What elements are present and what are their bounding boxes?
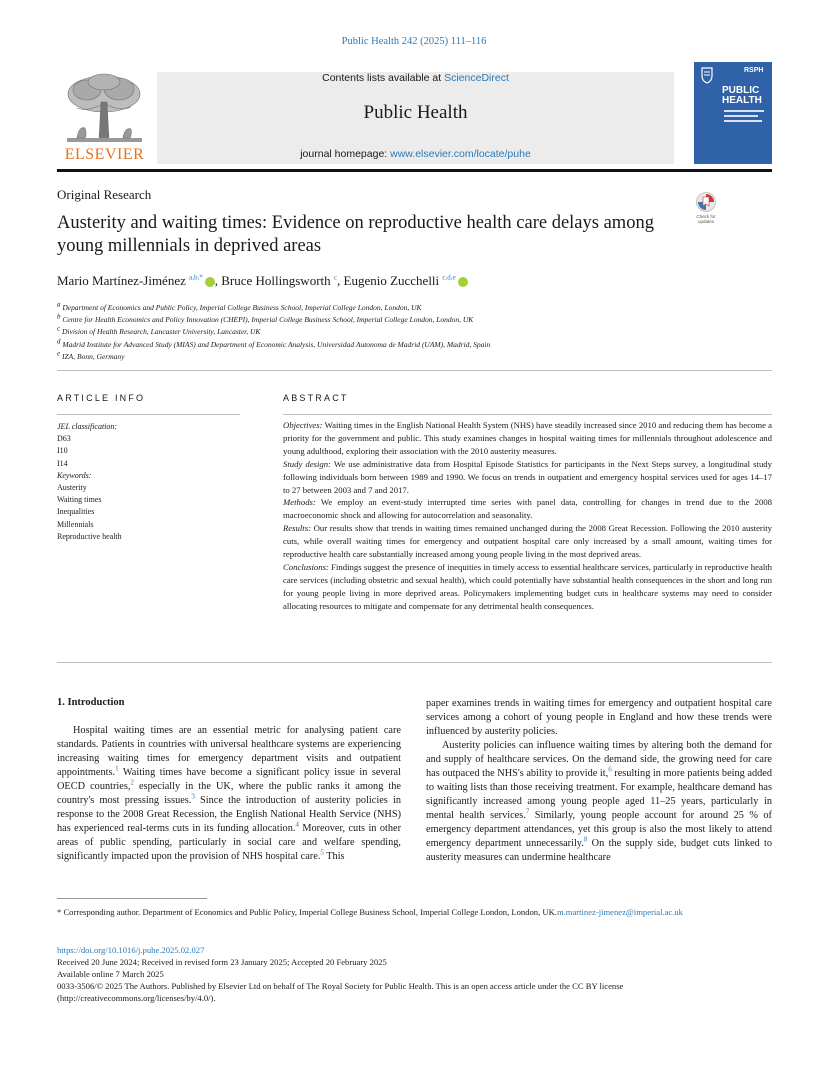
jel-code: I14: [57, 458, 68, 468]
cover-title-line-2: HEALTH: [722, 95, 762, 106]
abstract-section-text: Our results show that trends in waiting times remained unchanged during the 2008 Great Recession. Following the 2010 austerity cuts, while overall waiting times for emergency and outpatient hospital care only increased by a small amount, waiting times for reproductive health care substantially increased among young people living in the most deprived areas.: [283, 523, 773, 560]
article-title: Austerity and waiting times: Evidence on reproductive health care delays among young millennials in deprived areas: [57, 213, 654, 256]
abstract-heading: ABSTRACT: [283, 393, 349, 403]
abstract-body: [283, 419, 772, 613]
reference-link[interactable]: 6: [608, 765, 612, 774]
jel-code: D63: [57, 434, 71, 444]
body-paragraph: paper examines trends in waiting times for emergency and outpatient hospital care services among a cohort of young people in England and how these trends were influenced by austerity policies.: [426, 698, 772, 737]
keywords-label: Keywords:: [57, 470, 92, 480]
abstract-section: [283, 419, 772, 458]
abstract-section-text: We use administrative data from Hospital Episode Statistics for participants in the Next Steps survey, a longitudinal study following individuals born between 1989 and 1990. We focus on trends in outpatient and emergency hospital services used for ages 14–17 to 27 between 2003 and 7 and 2017.: [283, 458, 772, 495]
abstract-section: [283, 561, 772, 613]
orcid-icon[interactable]: [205, 277, 215, 287]
cover-title: [722, 86, 762, 106]
footnote-mark: *: [57, 907, 62, 917]
orcid-icon[interactable]: [458, 277, 468, 287]
abstract-section: [283, 458, 772, 497]
journal-cover-image[interactable]: [694, 62, 772, 164]
abstract-section-label: Study design:: [283, 458, 331, 469]
footnote-text: Corresponding author. Department of Economics and Public Policy, Imperial College Business School, Imperial College London, London, UK.: [63, 907, 557, 917]
header-divider: [57, 169, 772, 172]
section-divider: [57, 370, 772, 371]
crossmark-icon: [692, 191, 720, 213]
reference-link[interactable]: 2: [130, 778, 134, 787]
reference-link[interactable]: 7: [525, 807, 530, 816]
reference-link[interactable]: 5: [320, 848, 324, 857]
abstract-section-label: Results:: [283, 523, 311, 534]
contents-prefix: Contents lists available at: [322, 72, 445, 84]
author-affiliation-marks[interactable]: c: [333, 273, 337, 282]
cover-text-line: [724, 115, 758, 117]
abstract-section-text: Waiting times in the English National Health System (NHS) have steadily increased since 2010 and reducing them has become a priority for the government and public. This study examines changes in hospital waiting times for millennials throughout adolescence and young adulthood, exploring their association with the 2010 austerity measures.: [283, 420, 773, 456]
rsph-crest-icon: [700, 66, 714, 84]
publication-info: [57, 944, 772, 1004]
journal-name: Public Health: [363, 102, 468, 123]
abstract-section-label: Objectives:: [283, 420, 323, 430]
author-affiliation-marks[interactable]: a,b,*: [189, 273, 203, 282]
article-info-heading: ARTICLE INFO: [57, 393, 146, 403]
reference-link[interactable]: 4: [295, 820, 299, 829]
footnote-divider: [57, 898, 207, 899]
article-info-divider: [57, 414, 240, 415]
check-for-updates-label: Check for updates: [696, 214, 716, 224]
keyword: Millennials: [57, 519, 94, 529]
section-heading-introduction: 1. Introduction: [57, 697, 125, 708]
affiliation-item: c Division of Health Research, Lancaster University, Lancaster, UK: [57, 324, 261, 337]
cover-title-line-1: PUBLIC: [722, 85, 760, 96]
cover-text-line: [724, 120, 762, 122]
available-online-date: Available online 7 March 2025: [57, 969, 164, 979]
affiliation-item: d Madrid Institute for Advanced Study (MIAS) and Department of Economic Analysis, Universidad Autonoma de Madrid (UAM), Madrid, Spain: [57, 337, 491, 349]
keyword: Reproductive health: [57, 531, 122, 541]
jel-label: JEL classification:: [57, 422, 118, 431]
reference-link[interactable]: 8: [583, 835, 588, 844]
journal-homepage-line: [157, 148, 674, 160]
article-type: Original Research: [57, 187, 152, 202]
corresponding-author-footnote: [57, 906, 772, 918]
article-info-block: [57, 421, 122, 543]
author-list: Mario Martínez-Jiménez $^{a,b,*}$ , Bruce Hollingsworth $^c$, Eugenio Zucchelli $^{c,d,e}$: [57, 273, 468, 289]
body-column-right: [426, 697, 772, 865]
affiliation-item: b Centre for Health Economics and Policy Innovation (CHEPI), Imperial College Business School, Imperial College London, London, UK: [57, 312, 474, 325]
author-name[interactable]: Mario Martínez-Jiménez: [57, 273, 186, 288]
abstract-section-label: Conclusions:: [283, 561, 329, 572]
journal-citation[interactable]: Public Health 242 (2025) 111–116: [341, 36, 487, 47]
body-paragraph: Austerity policies can influence waiting times by altering both the demand for and supply of healthcare services. On the demand side, the growing need for care has outpaced the NHS's ability to provide it,$^6$ resulting in more patients being added to waiting lists than those receiving treatment. For example, healthcare demand has significantly increased among young people aged 11–25 years, particularly in mental health services.$^7$ Similarly, young people account for around 25 % of emergency department attendances, yet this group is also the most likely to attend emergency department unnecessarily.$^8$ On the supply side, budget cuts linked to austerity measures can undermine healthcare: [426, 740, 773, 863]
homepage-prefix: journal homepage:: [300, 148, 391, 160]
abstract-section: [283, 522, 772, 561]
elsevier-logo-text: ELSEVIER: [64, 146, 145, 163]
abstract-divider: [283, 414, 772, 415]
jel-code: I10: [57, 446, 68, 456]
keyword: Austerity: [57, 483, 87, 493]
abstract-section-text: We employ an event-study interrupted time series with panel data, controlling for changes in trend due to the 2008 macroeconomic shock and allowing for autocorrelation and seasonality.: [283, 497, 773, 521]
author-email-link[interactable]: m.martinez-jimenez@imperial.ac.uk: [556, 907, 683, 917]
received-dates: Received 20 June 2024; Received in revised form 23 January 2025; Accepted 20 February 2025: [57, 957, 387, 967]
cover-text-line: [724, 110, 764, 112]
keyword: Waiting times: [57, 495, 102, 505]
body-paragraph: Hospital waiting times are an essential metric for analysing patient care standards. Patients in countries with universal healthcare systems are experiencing increasing waiting times for emergency department visits and outpatient appointments.$^1$ Waiting times have become a significant policy issue in several OECD countries,$^2$ especially in the UK, where the public ranks it among the country's most pressing issues.$^3$ Since the introduction of austerity policies in response to the 2008 Great Recession, the English National Health Service (NHS) has experienced real-terms cuts in its funding allocation.$^4$ Moreover, cuts in other areas of public spending, particularly in social care and welfare spending, significantly impacted upon the provision of NHS hospital care.$^5$ This: [57, 725, 401, 862]
body-column-left: [57, 724, 401, 864]
reference-link[interactable]: 3: [191, 792, 195, 801]
affiliation-item: e IZA, Bonn, Germany: [57, 349, 125, 361]
cover-rsph-badge: RSPH: [744, 67, 764, 74]
license-statement: 0033-3506/© 2025 The Authors. Published by Elsevier Ltd on behalf of The Royal Society for Public Health. This is an open access article under the CC BY license (http://creativecommons.org/licenses/by/4.0/).: [57, 981, 624, 1003]
author-name[interactable]: Eugenio Zucchelli: [343, 273, 440, 288]
affiliation-item: a Department of Economics and Public Policy, Imperial College Business School, Imperial College London, London, UK: [57, 300, 422, 312]
keyword: Inequalities: [57, 507, 95, 517]
contents-line: [157, 72, 674, 84]
author-affiliation-marks[interactable]: c,d,e: [442, 273, 456, 282]
author-name[interactable]: Bruce Hollingsworth: [221, 273, 331, 288]
abstract-section-label: Methods:: [283, 497, 316, 508]
journal-homepage-link[interactable]: www.elsevier.com/locate/puhe: [390, 148, 531, 160]
sciencedirect-link[interactable]: ScienceDirect: [444, 72, 509, 84]
body-divider: [57, 662, 772, 663]
abstract-section-text: Findings suggest the presence of inequities in timely access to essential healthcare services, particularly in reproductive health care services (including obstetric and sexual health), which could potentially have substantial health consequences in the short and long run for young people living in more deprived areas. Policymakers implementing budget cuts in healthcare systems may need to consider allocating resources to mitigate and compensate for any detrimental health consequences.: [283, 561, 773, 611]
affiliations: [57, 302, 490, 363]
doi-link[interactable]: https://doi.org/10.1016/j.puhe.2025.02.027: [57, 945, 205, 955]
abstract-section: [283, 496, 772, 522]
reference-link[interactable]: 1: [115, 764, 119, 773]
